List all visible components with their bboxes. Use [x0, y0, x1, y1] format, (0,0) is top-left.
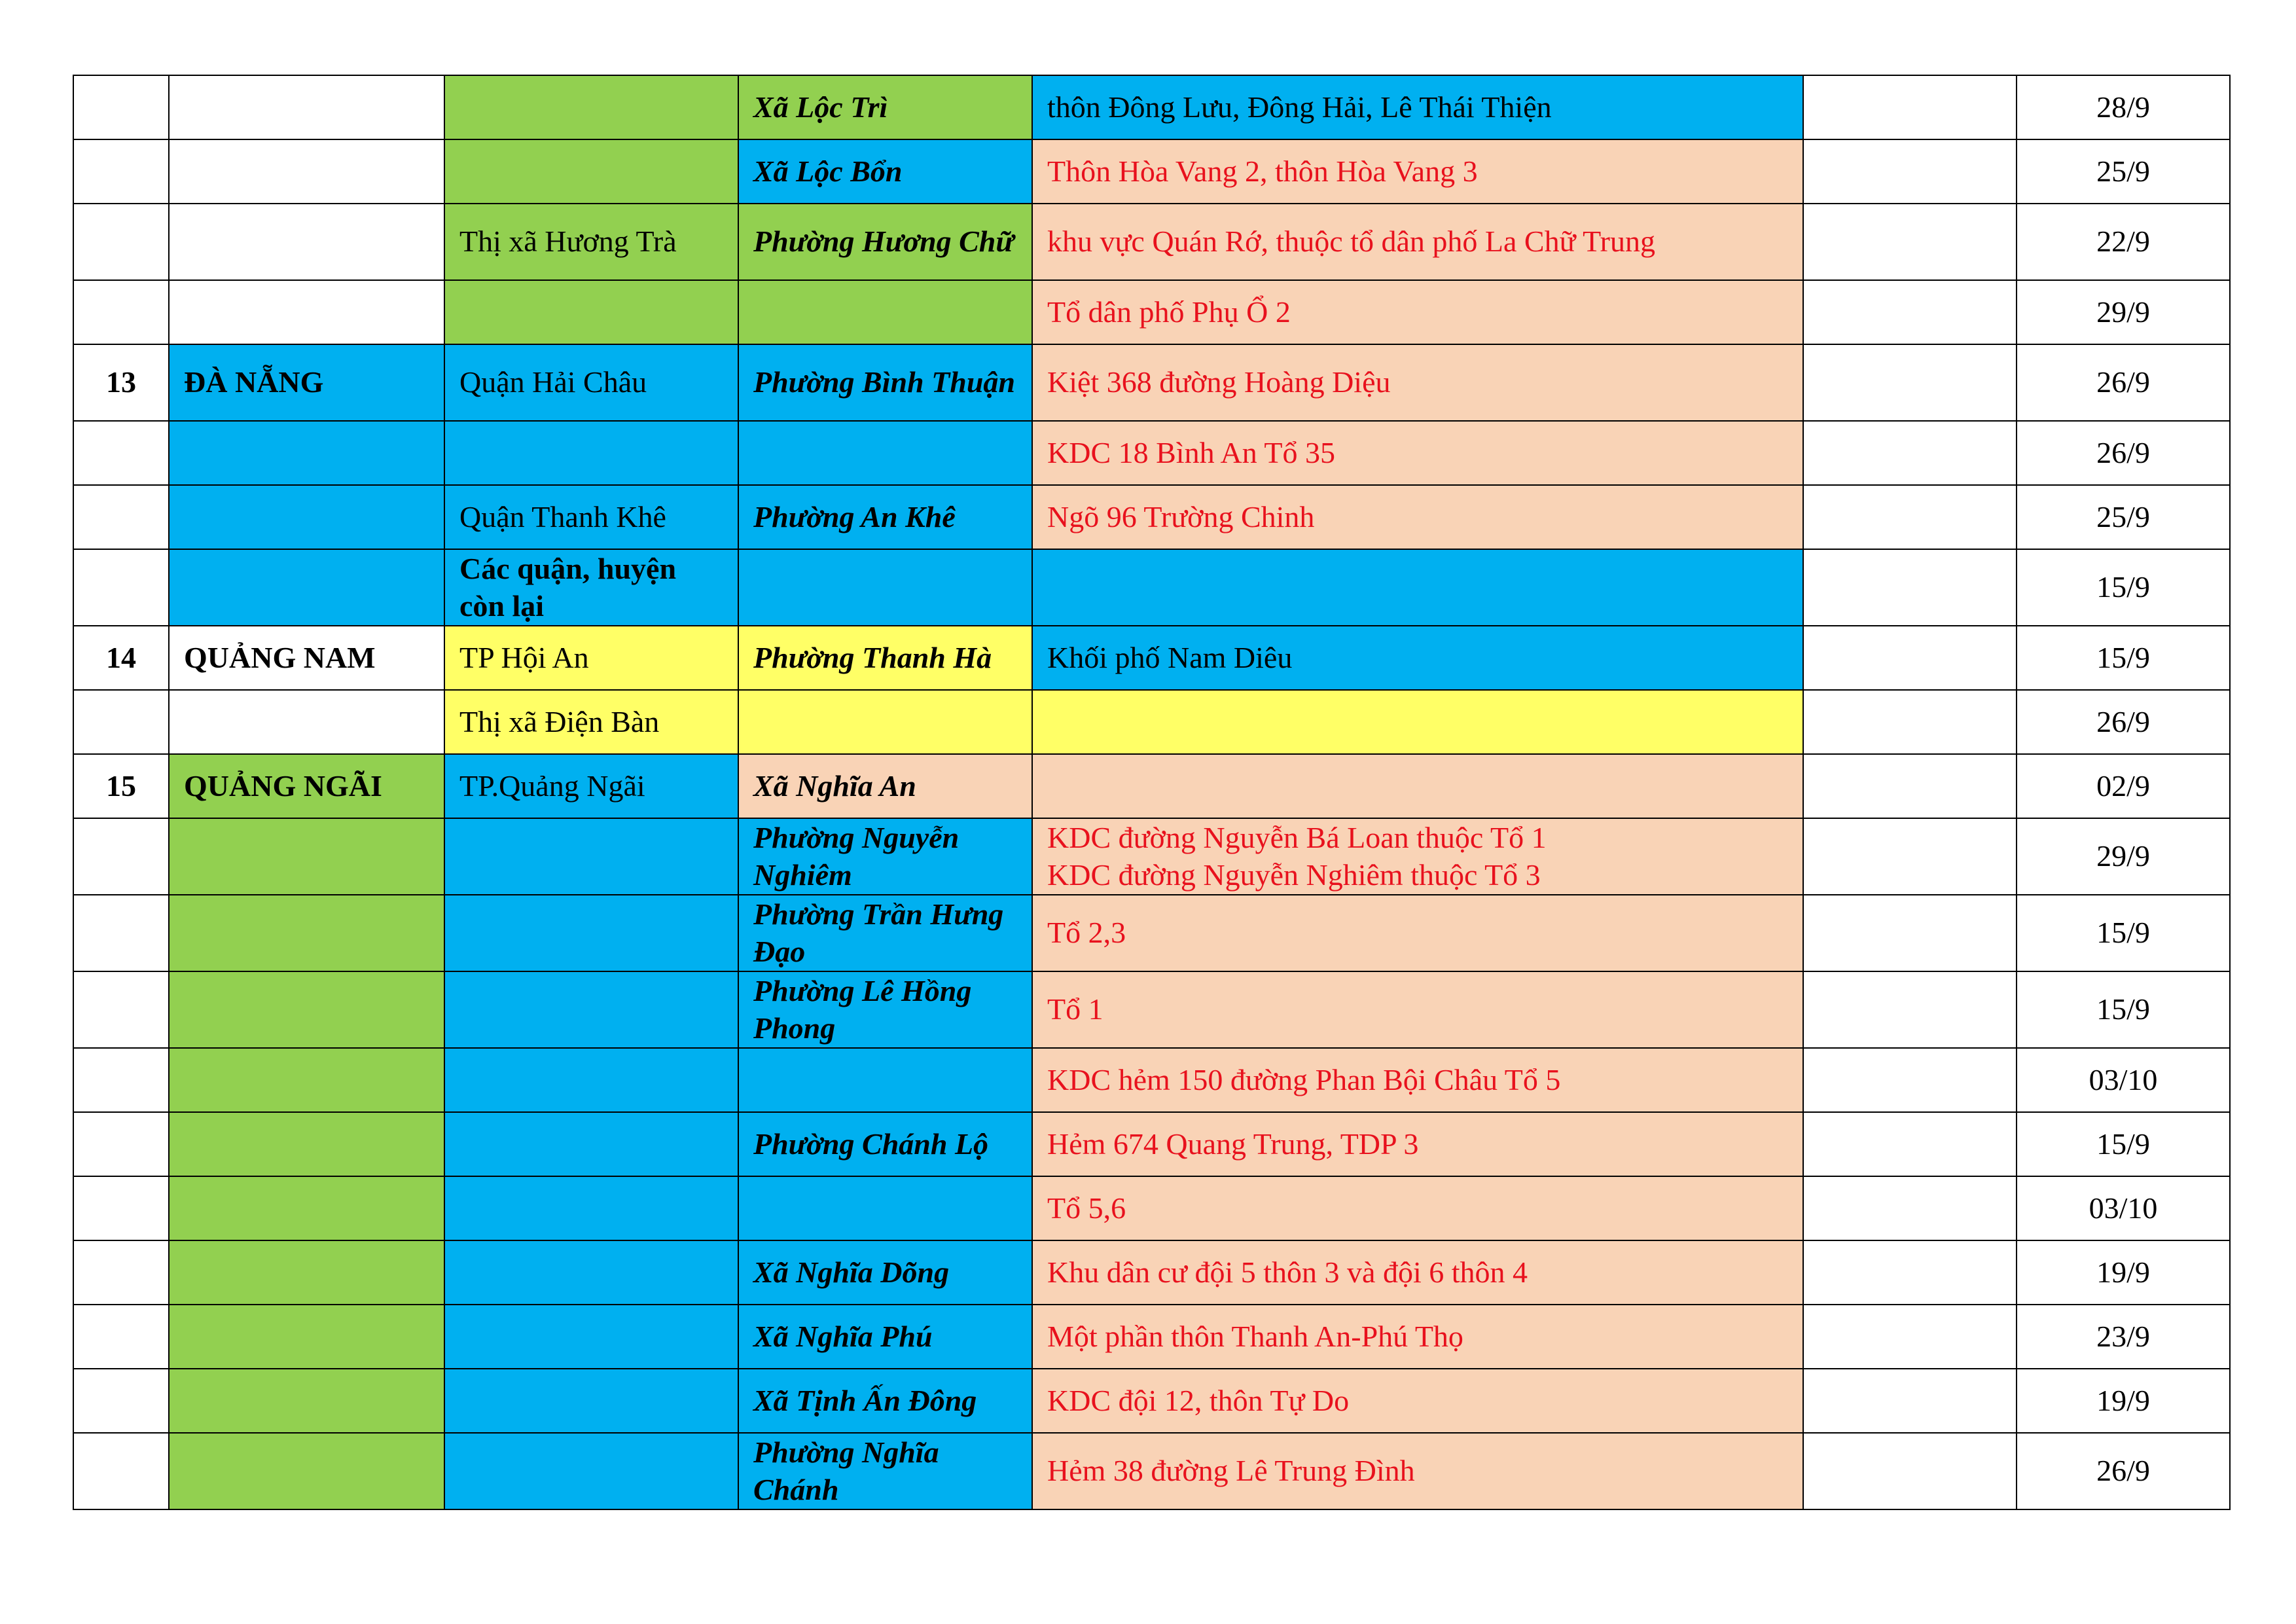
province-cell — [169, 421, 444, 485]
district-cell — [444, 1305, 738, 1369]
area-cell — [1032, 818, 1803, 895]
ward-cell: Phường Lê Hồng Phong — [738, 971, 1032, 1048]
table-row — [73, 626, 2230, 690]
ward-cell — [738, 280, 1032, 344]
area-cell — [1032, 485, 1803, 549]
province-cell — [169, 971, 444, 1048]
row-number-cell — [73, 1112, 169, 1176]
date-cell: 03/10 — [2017, 1176, 2230, 1240]
ward-cell: Xã Tịnh Ấn Đông — [738, 1369, 1032, 1433]
province-cell — [169, 895, 444, 971]
district-cell — [444, 1176, 738, 1240]
note-cell — [1803, 75, 2017, 139]
date-cell: 15/9 — [2017, 626, 2230, 690]
row-number-cell — [73, 690, 169, 754]
district-cell — [444, 1369, 738, 1433]
note-cell — [1803, 1369, 2017, 1433]
district-cell: TP.Quảng Ngãi — [444, 754, 738, 818]
district-cell: Thị xã Hương Trà — [444, 204, 738, 280]
area-line: Hẻm 38 đường Lê Trung Đình — [1047, 1454, 1415, 1488]
row-number-cell — [73, 1048, 169, 1112]
district-cell — [444, 818, 738, 895]
province-cell — [169, 204, 444, 280]
ward-cell — [738, 1048, 1032, 1112]
note-cell — [1803, 754, 2017, 818]
row-number-cell — [73, 204, 169, 280]
note-cell — [1803, 971, 2017, 1048]
area-cell — [1032, 895, 1803, 971]
district-cell — [444, 971, 738, 1048]
province-cell — [169, 1369, 444, 1433]
note-cell — [1803, 626, 2017, 690]
row-number-cell: 13 — [73, 344, 169, 421]
ward-cell: Xã Nghĩa An — [738, 754, 1032, 818]
ward-cell — [738, 549, 1032, 626]
area-cell — [1032, 344, 1803, 421]
area-line: Tổ dân phố Phụ Ổ 2 — [1047, 295, 1291, 329]
area-cell — [1032, 280, 1803, 344]
note-cell — [1803, 549, 2017, 626]
district-cell: Thị xã Điện Bàn — [444, 690, 738, 754]
district-cell — [444, 1433, 738, 1509]
date-cell: 25/9 — [2017, 485, 2230, 549]
date-cell: 26/9 — [2017, 421, 2230, 485]
province-cell — [169, 485, 444, 549]
date-cell: 23/9 — [2017, 1305, 2230, 1369]
note-cell — [1803, 895, 2017, 971]
province-cell — [169, 818, 444, 895]
row-number-cell: 14 — [73, 626, 169, 690]
table-row — [73, 1369, 2230, 1433]
row-number-cell — [73, 1369, 169, 1433]
area-cell — [1032, 1240, 1803, 1305]
area-line: KDC đường Nguyễn Bá Loan thuộc Tổ 1 — [1047, 821, 1547, 855]
area-line: Tổ 5,6 — [1047, 1191, 1126, 1225]
date-cell: 03/10 — [2017, 1048, 2230, 1112]
area-line: Khu dân cư đội 5 thôn 3 và đội 6 thôn 4 — [1047, 1255, 1528, 1289]
row-number-cell — [73, 75, 169, 139]
area-cell — [1032, 1048, 1803, 1112]
ward-cell: Xã Nghĩa Dõng — [738, 1240, 1032, 1305]
table-row — [73, 754, 2230, 818]
table-row — [73, 1176, 2230, 1240]
province-cell: QUẢNG NGÃI — [169, 754, 444, 818]
row-number-cell — [73, 139, 169, 204]
row-number-cell — [73, 549, 169, 626]
date-cell: 15/9 — [2017, 895, 2230, 971]
date-cell: 26/9 — [2017, 1433, 2230, 1509]
ward-cell — [738, 690, 1032, 754]
row-number-cell — [73, 280, 169, 344]
area-cell — [1032, 549, 1803, 626]
area-cell — [1032, 971, 1803, 1048]
ward-cell: Phường Bình Thuận — [738, 344, 1032, 421]
date-cell: 25/9 — [2017, 139, 2230, 204]
table-row — [73, 971, 2230, 1048]
area-line: KDC đường Nguyễn Nghiêm thuộc Tổ 3 — [1047, 857, 1541, 892]
ward-cell: Phường Thanh Hà — [738, 626, 1032, 690]
date-cell: 26/9 — [2017, 344, 2230, 421]
province-cell — [169, 1048, 444, 1112]
area-line: KDC hẻm 150 đường Phan Bội Châu Tổ 5 — [1047, 1062, 1561, 1096]
area-line: Kiệt 368 đường Hoàng Diệu — [1047, 365, 1391, 399]
ward-cell: Phường Nguyễn Nghiêm — [738, 818, 1032, 895]
ward-cell: Phường Trần Hưng Đạo — [738, 895, 1032, 971]
area-line: khu vực Quán Rớ, thuộc tổ dân phố La Chữ Trung — [1047, 225, 1655, 259]
date-cell: 19/9 — [2017, 1240, 2230, 1305]
row-number-cell — [73, 421, 169, 485]
date-cell: 28/9 — [2017, 75, 2230, 139]
note-cell — [1803, 1305, 2017, 1369]
area-cell — [1032, 204, 1803, 280]
area-line: KDC đội 12, thôn Tự Do — [1047, 1383, 1350, 1417]
area-line: KDC 18 Bình An Tổ 35 — [1047, 435, 1336, 469]
area-line: Ngõ 96 Trường Chinh — [1047, 499, 1315, 533]
table-row — [73, 1048, 2230, 1112]
table-row — [73, 485, 2230, 549]
area-cell — [1032, 1305, 1803, 1369]
province-cell — [169, 1433, 444, 1509]
table-row — [73, 1305, 2230, 1369]
province-cell: ĐÀ NẴNG — [169, 344, 444, 421]
district-cell — [444, 1048, 738, 1112]
row-number-cell — [73, 895, 169, 971]
province-cell — [169, 1112, 444, 1176]
table-row — [73, 139, 2230, 204]
area-cell — [1032, 1112, 1803, 1176]
province-cell: QUẢNG NAM — [169, 626, 444, 690]
area-line: Hẻm 674 Quang Trung, TDP 3 — [1047, 1127, 1419, 1161]
district-cell: TP Hội An — [444, 626, 738, 690]
district-cell: Quận Thanh Khê — [444, 485, 738, 549]
area-cell — [1032, 75, 1803, 139]
note-cell — [1803, 1112, 2017, 1176]
province-cell — [169, 690, 444, 754]
ward-cell: Xã Lộc Bổn — [738, 139, 1032, 204]
note-cell — [1803, 1240, 2017, 1305]
row-number-cell — [73, 1433, 169, 1509]
note-cell — [1803, 1433, 2017, 1509]
district-cell — [444, 75, 738, 139]
note-cell — [1803, 421, 2017, 485]
area-cell — [1032, 1433, 1803, 1509]
row-number-cell — [73, 1240, 169, 1305]
district-cell — [444, 280, 738, 344]
province-cell — [169, 280, 444, 344]
district-cell — [444, 1240, 738, 1305]
table-row — [73, 549, 2230, 626]
note-cell — [1803, 344, 2017, 421]
area-line: Tổ 2,3 — [1047, 916, 1126, 950]
date-cell: 26/9 — [2017, 690, 2230, 754]
row-number-cell — [73, 1305, 169, 1369]
row-number-cell: 15 — [73, 754, 169, 818]
note-cell — [1803, 485, 2017, 549]
area-line: Khối phố Nam Diêu — [1047, 640, 1293, 674]
province-cell — [169, 1176, 444, 1240]
table-row — [73, 818, 2230, 895]
province-cell — [169, 75, 444, 139]
row-number-cell — [73, 485, 169, 549]
ward-cell — [738, 421, 1032, 485]
area-cell — [1032, 421, 1803, 485]
area-line: Tổ 1 — [1047, 992, 1103, 1026]
row-number-cell — [73, 818, 169, 895]
date-cell: 29/9 — [2017, 818, 2230, 895]
table-row — [73, 421, 2230, 485]
ward-cell: Phường Chánh Lộ — [738, 1112, 1032, 1176]
ward-cell: Phường Nghĩa Chánh — [738, 1433, 1032, 1509]
table-row — [73, 280, 2230, 344]
table-body — [73, 75, 2230, 1509]
district-cell — [444, 421, 738, 485]
date-cell: 22/9 — [2017, 204, 2230, 280]
row-number-cell — [73, 971, 169, 1048]
area-cell — [1032, 626, 1803, 690]
ward-cell: Xã Nghĩa Phú — [738, 1305, 1032, 1369]
table-row — [73, 895, 2230, 971]
table-row — [73, 344, 2230, 421]
province-cell — [169, 139, 444, 204]
province-cell — [169, 549, 444, 626]
date-cell: 02/9 — [2017, 754, 2230, 818]
table-row — [73, 204, 2230, 280]
table-row — [73, 690, 2230, 754]
ward-cell — [738, 1176, 1032, 1240]
ward-cell: Xã Lộc Trì — [738, 75, 1032, 139]
province-cell — [169, 1240, 444, 1305]
note-cell — [1803, 1048, 2017, 1112]
area-cell — [1032, 1176, 1803, 1240]
district-cell — [444, 139, 738, 204]
note-cell — [1803, 1176, 2017, 1240]
note-cell — [1803, 204, 2017, 280]
district-cell: Các quận, huyện còn lại — [444, 549, 738, 626]
area-line: thôn Đông Lưu, Đông Hải, Lê Thái Thiện — [1047, 90, 1552, 124]
date-cell: 19/9 — [2017, 1369, 2230, 1433]
province-cell — [169, 1305, 444, 1369]
note-cell — [1803, 690, 2017, 754]
ward-cell: Phường Hương Chữ — [738, 204, 1032, 280]
area-cell — [1032, 139, 1803, 204]
table-row — [73, 1240, 2230, 1305]
table-row — [73, 1112, 2230, 1176]
ward-cell: Phường An Khê — [738, 485, 1032, 549]
district-cell — [444, 895, 738, 971]
area-line: Một phần thôn Thanh An-Phú Thọ — [1047, 1319, 1463, 1353]
date-cell: 15/9 — [2017, 971, 2230, 1048]
note-cell — [1803, 280, 2017, 344]
area-cell — [1032, 690, 1803, 754]
date-cell: 29/9 — [2017, 280, 2230, 344]
date-cell: 15/9 — [2017, 549, 2230, 626]
district-cell: Quận Hải Châu — [444, 344, 738, 421]
row-number-cell — [73, 1176, 169, 1240]
note-cell — [1803, 818, 2017, 895]
quarantine-area-table — [73, 75, 2231, 1510]
date-cell: 15/9 — [2017, 1112, 2230, 1176]
note-cell — [1803, 139, 2017, 204]
district-cell — [444, 1112, 738, 1176]
area-cell — [1032, 754, 1803, 818]
table-row — [73, 75, 2230, 139]
area-line: Thôn Hòa Vang 2, thôn Hòa Vang 3 — [1047, 154, 1478, 188]
area-cell — [1032, 1369, 1803, 1433]
table-row — [73, 1433, 2230, 1509]
